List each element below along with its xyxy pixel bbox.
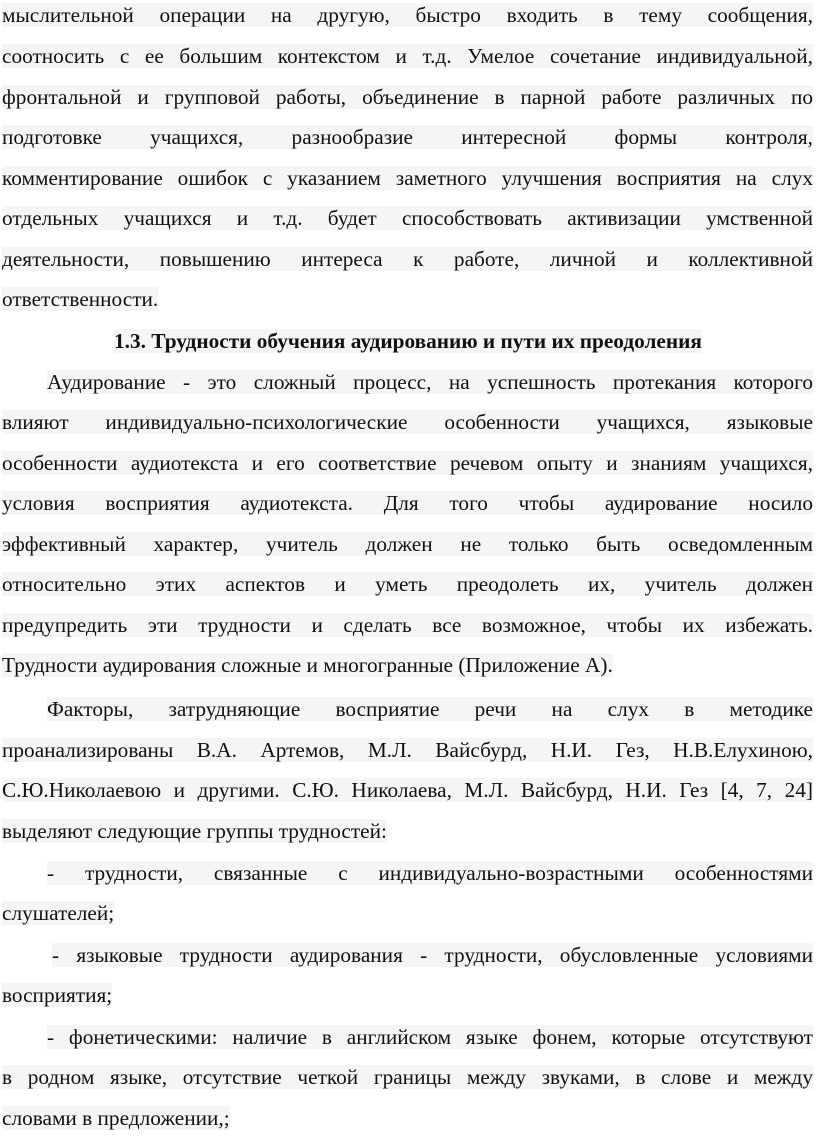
paragraph-line: предупредить эти трудности и сделать все возможное, чтобы их избежать. bbox=[2, 613, 813, 637]
paragraph-line: соотносить с ее большим контекстом и т.д. Умелое сочетание индивидуальной, bbox=[2, 44, 813, 68]
paragraph-line: Трудности аудирования сложные и многогранные (Приложение А). bbox=[2, 653, 613, 677]
paragraph-line: комментирование ошибок с указанием заметного улучшения восприятия на слух bbox=[2, 166, 813, 190]
paragraph-line: Факторы, затрудняющие восприятие речи на слух в методике bbox=[47, 697, 813, 721]
paragraph-line: мыслительной операции на другую, быстро входить в тему сообщения, bbox=[2, 3, 813, 27]
paragraph-line: проанализированы В.А. Артемов, М.Л. Вайсбурд, Н.И. Гез, Н.В.Елухиною, bbox=[2, 738, 813, 762]
paragraph-line: особенности аудиотекста и его соответствие речевом опыту и знаниям учащихся, bbox=[2, 451, 813, 475]
paragraph-line: эффективный характер, учитель должен не только быть осведомленным bbox=[2, 532, 813, 556]
list-item-line: - фонетическими: наличие в английском языке фонем, которые отсутствуют bbox=[47, 1025, 813, 1049]
list-item-line: - трудности, связанные с индивидуально-возрастными особенностями bbox=[47, 861, 813, 885]
paragraph-line: условия восприятия аудиотекста. Для того чтобы аудирование носило bbox=[2, 491, 813, 515]
paragraph-line: выделяют следующие группы трудностей: bbox=[2, 819, 387, 843]
list-item-line: - языковые трудности аудирования - трудности, обусловленные условиями bbox=[52, 943, 813, 967]
paragraph-line: влияют индивидуально-психологические особенности учащихся, языковые bbox=[2, 410, 813, 434]
section-heading: 1.3. Трудности обучения аудированию и пути их преодоления bbox=[114, 329, 702, 353]
paragraph-line: ответственности. bbox=[2, 287, 159, 311]
list-item-line: восприятия; bbox=[2, 983, 113, 1007]
paragraph-line: относительно этих аспектов и уметь преодолеть их, учитель должен bbox=[2, 572, 813, 596]
paragraph-line: подготовке учащихся, разнообразие интересной формы контроля, bbox=[2, 125, 813, 149]
paragraph-line: деятельности, повышению интереса к работе, личной и коллективной bbox=[2, 247, 813, 271]
list-item-line: словами в предложении,; bbox=[2, 1106, 230, 1130]
list-item-line: в родном языке, отсутствие четкой границы между звуками, в слове и между bbox=[2, 1065, 813, 1089]
paragraph-line: Аудирование - это сложный процесс, на успешность протекания которого bbox=[47, 370, 813, 394]
list-item-line: слушателей; bbox=[2, 901, 115, 925]
paragraph-line: фронтальной и групповой работы, объединение в парной работе различных по bbox=[2, 85, 813, 109]
paragraph-line: отдельных учащихся и т.д. будет способствовать активизации умственной bbox=[2, 206, 813, 230]
paragraph-line: С.Ю.Николаевою и другими. С.Ю. Николаева, М.Л. Вайсбурд, Н.И. Гез [4, 7, 24] bbox=[2, 778, 813, 802]
